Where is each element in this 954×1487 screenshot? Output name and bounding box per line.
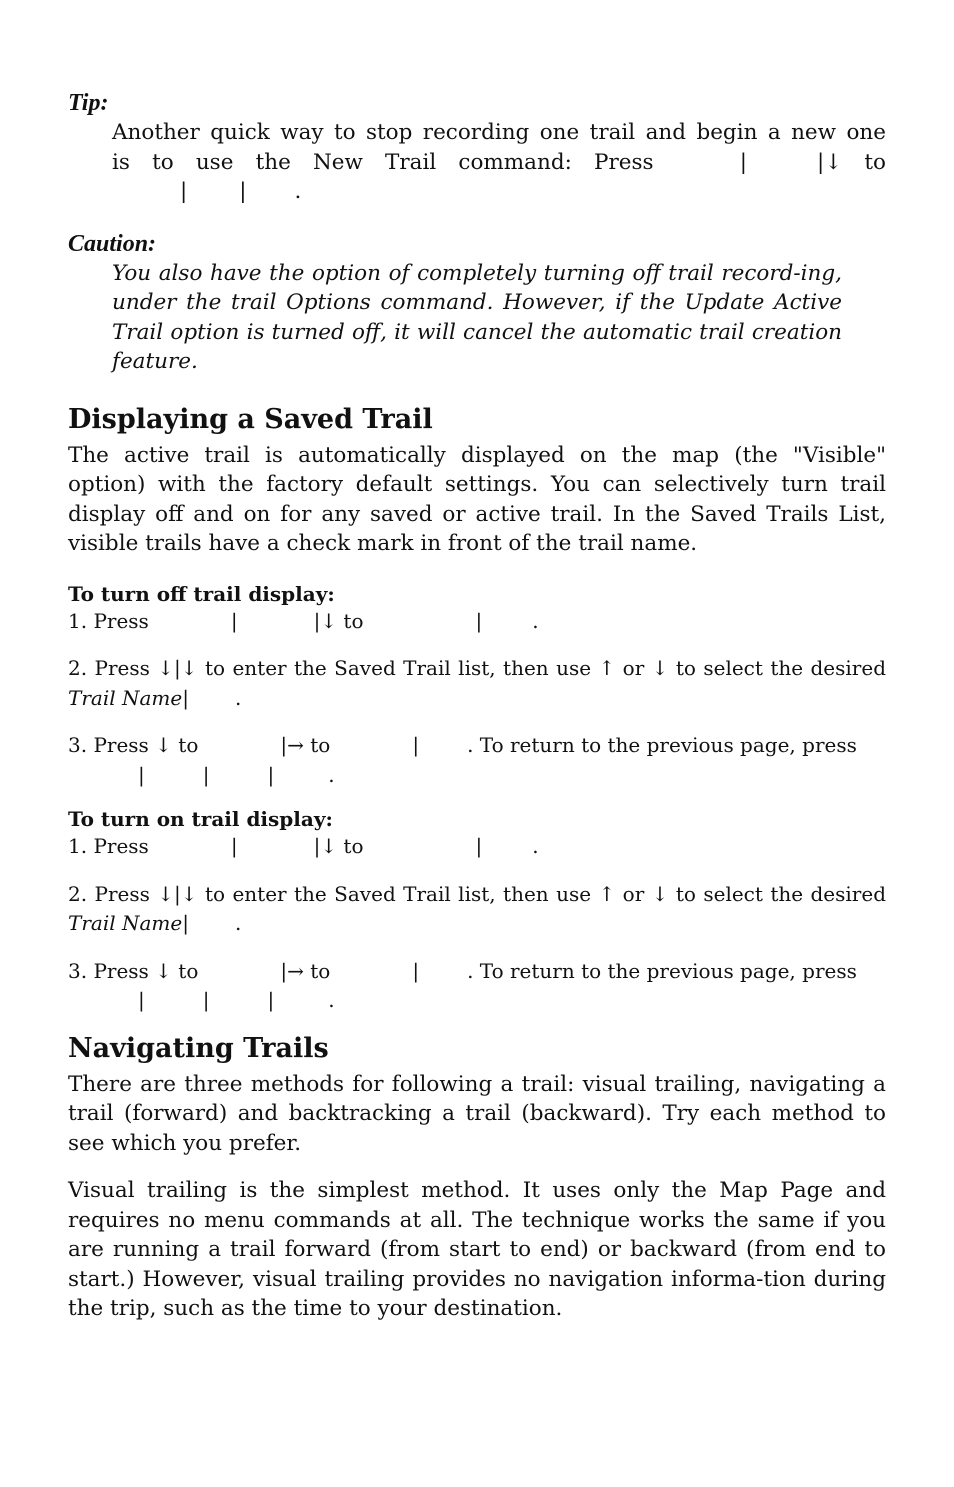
step-text: 1. Press xyxy=(68,834,149,858)
step-pipe: | xyxy=(230,608,238,633)
step-pipe: | xyxy=(182,685,189,710)
tip-line-3 xyxy=(112,177,886,207)
step-pipe: | xyxy=(412,733,420,757)
step-pipe: | xyxy=(412,958,420,983)
navigating-paragraph-2: Visual trailing is the simplest method. It uses only the Map Page and requires no menu commands at all. The technique works the same if you are running a trail forward (from start to end) or backward (from end to start.) However, visual trailing provides no navigation informa-tion during the trip, such as the time to your destination. xyxy=(68,1178,886,1321)
tip-body xyxy=(112,118,886,207)
caution-text: You also have the option of completely turning off trail record-ing, under the trail Options command. However, if the Update Active Trail option is turned off, it will cancel the automatic trail creation feature. xyxy=(112,260,842,374)
step-text: 3. Press ↓ to xyxy=(68,733,199,757)
step-pipe: | xyxy=(138,988,145,1012)
step-period: . xyxy=(532,834,539,858)
step-pipe: | xyxy=(202,988,210,1012)
tip-line-2-to: to xyxy=(864,149,886,175)
step-pipe: | xyxy=(182,911,189,935)
step-pipe: | xyxy=(202,762,210,787)
displaying-paragraph: The active trail is automatically displayed on the map (the "Visible" option) with the factory default settings. You can selectively turn trail display off and on for any saved or active trail. In the Saved Trails List, visible trails have a check mark in front of the trail name. xyxy=(68,442,886,556)
turn-on-heading: To turn on trail display: xyxy=(68,807,333,831)
step-period: . xyxy=(234,685,242,710)
step-text: |→ to xyxy=(280,733,331,757)
step-period: . xyxy=(328,988,335,1012)
caution-label: Caution: xyxy=(68,230,157,257)
trail-name-text: Trail Name xyxy=(68,911,183,935)
step-period: . xyxy=(532,608,539,633)
tip-label: Tip: xyxy=(68,90,109,116)
step-pipe: | xyxy=(230,834,238,858)
step-pipe: | xyxy=(267,988,275,1012)
step-text: . To return to the previous page, press xyxy=(467,733,857,757)
step-pipe: | xyxy=(267,762,275,787)
step-period: . xyxy=(234,911,242,935)
turn-off-heading: To turn off trail display: xyxy=(68,581,335,606)
tip-pipe: | xyxy=(180,179,188,204)
step-text: . To return to the previous page, press xyxy=(467,958,857,983)
tip-line-1: Another quick way to stop recording one trail and begin a new one xyxy=(112,120,886,145)
tip-pipe: | xyxy=(239,179,247,204)
step-text: 3. Press ↓ to xyxy=(68,958,199,983)
tip-pipe: | xyxy=(739,149,747,175)
tip-line-2-text: is to use the New Trail command: Press xyxy=(112,149,654,175)
step-text: |↓ to xyxy=(313,834,364,858)
tip-line-2 xyxy=(112,148,886,178)
step-pipe: | xyxy=(475,608,483,633)
turn-off-step-2 xyxy=(68,654,886,713)
turn-on-step-1 xyxy=(68,832,886,862)
step-period: . xyxy=(328,762,335,787)
navigating-paragraph-1: There are three methods for following a trail: visual trailing, navigating a trail (forward) and backtracking a trail (backward). Try each method to see which you prefer. xyxy=(68,1071,886,1156)
turn-off-step-1 xyxy=(68,607,886,637)
step-text: 2. Press ↓|↓ to enter the Saved Trail list, then use ↑ or ↓ to select the desired xyxy=(68,656,886,680)
step-text: 1. Press xyxy=(68,608,149,633)
turn-on-step-3 xyxy=(68,957,886,1016)
tip-period: . xyxy=(294,179,302,204)
trail-name-text: Trail Name xyxy=(68,685,183,710)
section-heading-displaying: Displaying a Saved Trail xyxy=(68,403,433,435)
tip-pipe-arrow: |↓ xyxy=(816,149,843,175)
section-heading-navigating: Navigating Trails xyxy=(68,1032,329,1064)
step-pipe: | xyxy=(138,762,145,787)
document-page xyxy=(68,88,886,1324)
step-text: 2. Press ↓|↓ to enter the Saved Trail list, then use ↑ or ↓ to select the desired xyxy=(68,881,886,906)
turn-on-step-2 xyxy=(68,880,886,939)
step-pipe: | xyxy=(475,834,483,858)
step-text: |→ to xyxy=(280,958,331,983)
step-text: |↓ to xyxy=(313,608,364,633)
turn-off-step-3 xyxy=(68,731,886,790)
